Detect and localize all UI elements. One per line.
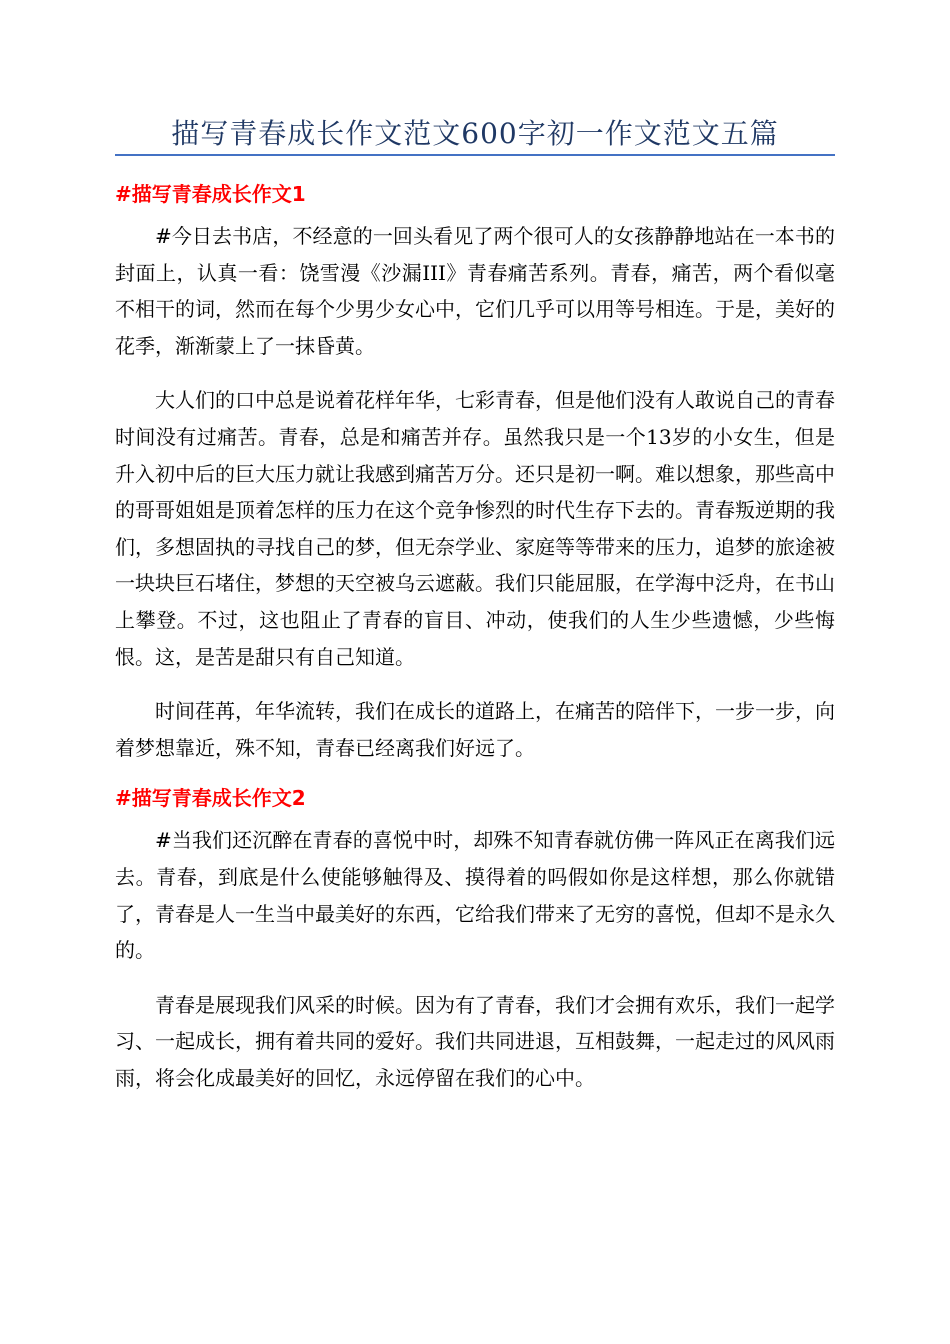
paragraph: 大人们的口中总是说着花样年华，七彩青春，但是他们没有人敢说自己的青春时间没有过痛苦。青春，总是和痛苦并存。虽然我只是一个13岁的小女生，但是升入初中后的巨大压力就让我感到痛苦万分。还只是初一啊。难以想象，那些高中的哥哥姐姐是顶着怎样的压力在这个竞争惨烈的时代生存下去的。青春叛逆期的我们，多想固执的寻找自己的梦，但无奈学业、家庭等等带来的压力，追梦的旅途被一块块巨石堵住，梦想的天空被乌云遮蔽。我们只能屈服，在学海中泛舟，在书山上攀登。不过，这也阻止了青春的盲目、冲动，使我们的人生少些遗憾，少些悔恨。这，是苦是甜只有自己知道。 <box>115 388 835 669</box>
section-heading: #描写青春成长作文2 <box>115 786 306 811</box>
paragraph: #今日去书店，不经意的一回头看见了两个很可人的女孩静静地站在一本书的封面上，认真一看：饶雪漫《沙漏III》青春痛苦系列。青春，痛苦，两个看似毫不相干的词，然而在每个少男少女心中，它们几乎可以用等号相连。于是，美好的花季，渐渐蒙上了一抹昏黄。 <box>115 224 835 358</box>
essay-section-1 <box>115 180 835 766</box>
paragraph: #当我们还沉醉在青春的喜悦中时，却殊不知青春就仿佛一阵风正在离我们远去。青春，到底是什么使能够触得及、摸得着的吗假如你是这样想，那么你就错了，青春是人一生当中最美好的东西，它给我们带来了无穷的喜悦，但却不是永久的。 <box>115 828 835 963</box>
document-title: 描写青春成长作文范文600字初一作文范文五篇 <box>171 117 779 150</box>
essay-section-2 <box>115 784 835 1096</box>
title-underline <box>115 154 835 156</box>
document-body <box>115 172 835 1114</box>
paragraph: 时间荏苒，年华流转，我们在成长的道路上，在痛苦的陪伴下，一步一步，向着梦想靠近，殊不知，青春已经离我们好远了。 <box>115 699 835 760</box>
section-heading: #描写青春成长作文1 <box>115 182 306 206</box>
paragraph: 青春是展现我们风采的时候。因为有了青春，我们才会拥有欢乐，我们一起学习、一起成长，拥有着共同的爱好。我们共同进退，互相鼓舞，一起走过的风风雨雨，将会化成最美好的回忆，永远停留在我们的心中。 <box>115 992 835 1090</box>
